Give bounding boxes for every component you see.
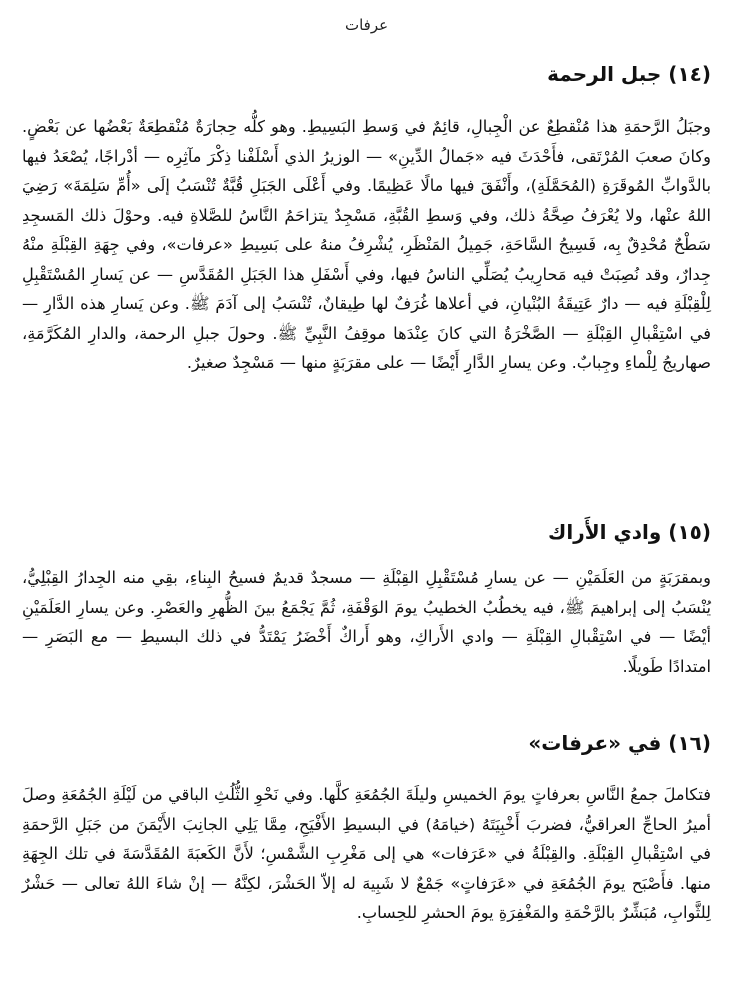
section-14-heading xyxy=(22,62,711,86)
section-14-text xyxy=(22,112,711,378)
section-title: في «عرفات» xyxy=(528,731,662,755)
paragraph: وجبَلُ الرَّحمَةِ هذا مُنْقطِعٌ عن الْجِبالِ، قائِمٌ في وَسطِ البَسِيطِ. وهو كلُّه حِجارَةٌ مُنْقطِعَةٌ بَعْضُها عن بَعْضٍ. وكانَ صعبَ المُرْتَقى، فأَحْدَثَ فيه «جَمالُ الدِّينِ» — الوزيرُ الذي أَسْلَفْنا ذِكْرَ مآثِرِه — أدْراجًا، يُصْعَدُ فيها بالدَّوابِّ المُوقَرَةِ (المُحَمَّلَةِ)، وأَنْفَقَ فيها مالًا عَظِيمًا. وفي أَعْلَى الجَبَلِ قُبَّةٌ تُنْسَبُ إلَى «أُمِّ سَلِمَةَ» رَضِيَ اللهُ عنْها، ولا يُعْرَفُ صِحَّةُ ذلك، وفي وَسطِ القُبَّةِ، مَسْجِدٌ يتزاحَمُ النَّاسُ للصَّلاةِ فيه. وحوْلَ ذلك المَسجِدِ سَطْحٌ مُحْدِقٌ بِه، فَسِيحُ السَّاحَةِ، جَمِيلُ المَنْظَرِ، يُشْرِفُ منهُ على بَسِيطِ «عرفات»، وفي جِهَةِ القِبْلَةِ منْهُ جِدارٌ، وقد نُصِبَتْ فيه مَحارِيبُ يُصَلِّي الناسُ فيها، وفي أَسْفَلِ هذا الجَبَلِ المُقَدَّسِ — عن يَسارِ المُسْتَقْبِلِ لِلْقِبْلَةِ فيه — دارٌ عَتِيقَةُ البُنْيانِ، في أعلاها غُرَفٌ لها طِيقانٌ، تُنْسَبُ إلى آدَمَ ﷺ. وعن يَسارِ هذه الدَّارِ — في اسْتِقْبالِ القِبْلَةِ — الصَّخْرَةُ التي كانَ عِنْدَها موقِفُ النَّبِيِّ ﷺ. وحولَ جبلِ الرحمة، والدارِ المُكَرَّمَةِ، صهاريجُ لِلْماءِ وجِبابٌ. وعن يسارِ الدَّارِ أَيْضًا — على مقرَبَةٍ منها — مَسْجِدٌ صغيرٌ. xyxy=(22,117,711,372)
section-15-text xyxy=(22,563,711,681)
section-title: جبل الرحمة xyxy=(547,62,662,86)
paragraph: فتكاملَ جمعُ النَّاسِ بعرفاتٍ يومَ الخميسِ وليلَةَ الجُمُعَةِ كلَّها. وفي نَحْوِ الثُّلُثِ الباقي من لَيْلَةِ الجُمُعَةِ وصلَ أميرُ الحاجِّ العراقيُّ، فضربَ أَخْبِيَتَهُ (خيامَهُ) في البسيطِ الأَفْيَحِ، مِمَّا يَلِي الجانِبَ الأَيْمَنَ من جَبَلِ الرَّحمَةِ في اسْتِقْبالِ القِبْلَةِ. والقِبْلَةُ في «عَرَفات» هي إلى مَغْرِبِ الشَّمْسِ؛ لأَنَّ الكَعبَةَ المُقَدَّسَةَ في تلك الجِهَةِ منها. فأَصْبَح يومَ الجُمُعَةِ في «عَرَفاتٍ» جَمْعٌ لا شَبِيهَ له إلاّ الحَشْرَ، لكِنَّهُ — إنْ شاءَ اللهُ تعالى — حَشْرٌ لِلثَّوابِ، مُبَشِّرٌ بالرَّحْمَةِ والمَغْفِرَةِ يومَ الحشرِ للحِسابِ. xyxy=(22,785,711,922)
section-title: وادي الأَراك xyxy=(548,520,662,544)
section-number: (١٥) xyxy=(668,520,711,544)
section-15-heading xyxy=(22,520,711,544)
paragraph: وبمقرَبَةٍ من العَلَمَيْنِ — عن يسارِ مُسْتَقْبِلِ القِبْلَةِ — مسجدٌ قديمٌ فسيحُ البِناءِ، بقِي منه الجِدارُ القِبْلِيُّ، يُنْسَبُ إلى إبراهيمَ ﷺ، فيه يخطُبُ الخطيبُ يومَ الوَقْفَةِ، ثُمَّ يَجْمَعُ بينَ الظُّهرِ والعَصْرِ. وعن يسارِ العَلَمَيْنِ أيْضًا — في اسْتِقْبالِ القِبْلَةِ — وادي الأَراكِ، وهو أَراكٌ أَخْضَرُ يَمْتَدُّ في ذلك البسيطِ — مع البَصَرِ — امتدادًا طَويلًا. xyxy=(22,568,711,676)
running-header: عرفات xyxy=(344,16,389,34)
section-number: (١٦) xyxy=(668,731,711,755)
section-number: (١٤) xyxy=(668,62,711,86)
section-16-text xyxy=(22,780,711,928)
section-16-heading xyxy=(22,731,711,755)
